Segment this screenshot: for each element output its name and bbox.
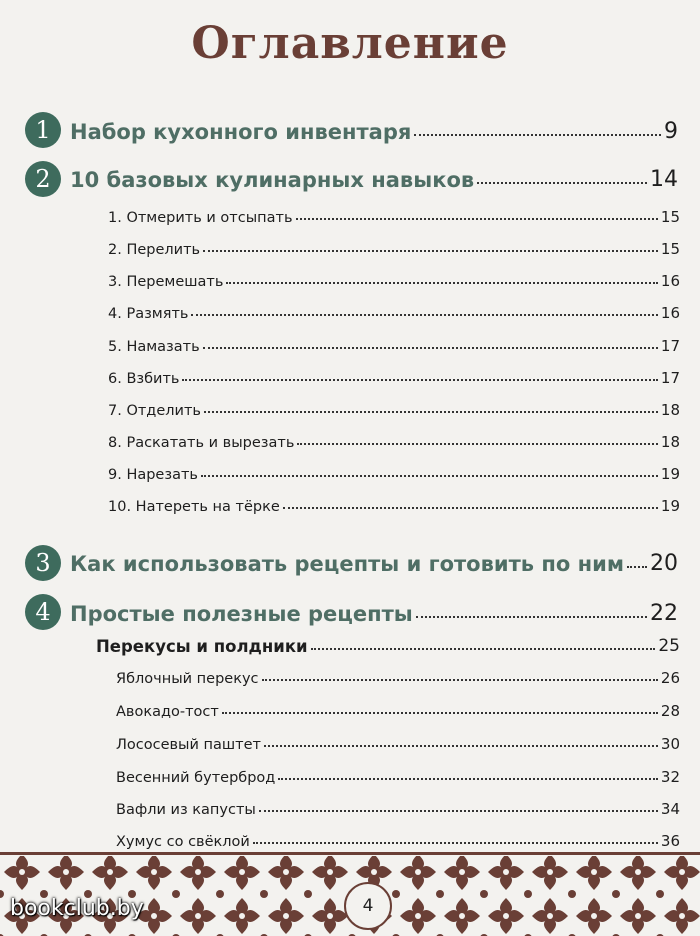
toc-item-label: 6. Взбить bbox=[108, 371, 180, 387]
toc-section-label: 10 базовых кулинарных навыков bbox=[70, 168, 475, 192]
toc-page-number: 32 bbox=[660, 768, 680, 786]
toc-recipe-item[interactable] bbox=[116, 826, 680, 850]
toc-page-number: 25 bbox=[658, 636, 680, 656]
toc-item-label: Хумус со свёклой bbox=[116, 834, 250, 850]
toc-recipe-item[interactable] bbox=[116, 794, 680, 818]
toc-item-label: 10. Натереть на тёрке bbox=[108, 499, 280, 515]
toc-section-4[interactable] bbox=[70, 586, 678, 626]
toc-skill-item[interactable] bbox=[108, 363, 680, 387]
toc-section-2[interactable] bbox=[70, 152, 678, 192]
leader-dots bbox=[283, 507, 658, 509]
toc-section-1[interactable] bbox=[70, 104, 678, 144]
toc-skill-item[interactable] bbox=[108, 266, 680, 290]
toc-skill-item[interactable] bbox=[108, 427, 680, 451]
toc-item-label: 2. Перелить bbox=[108, 242, 201, 258]
leader-dots bbox=[262, 679, 658, 681]
toc-item-label: Весенний бутерброд bbox=[116, 770, 276, 786]
toc-skill-item[interactable] bbox=[108, 298, 680, 322]
toc-item-label: 1. Отмерить и отсыпать bbox=[108, 210, 293, 226]
leader-dots bbox=[203, 250, 658, 252]
leader-dots bbox=[182, 379, 657, 381]
leader-dots bbox=[222, 712, 658, 714]
leader-dots bbox=[311, 648, 656, 650]
leader-dots bbox=[253, 842, 658, 844]
toc-item-label: 8. Раскатать и вырезать bbox=[108, 435, 295, 451]
toc-category-label: Перекусы и полдники bbox=[96, 637, 308, 656]
toc-item-label: 9. Нарезать bbox=[108, 467, 198, 483]
toc-page-number: 16 bbox=[660, 272, 680, 290]
toc-page-number: 17 bbox=[660, 337, 680, 355]
toc-item-label: Яблочный перекус bbox=[116, 671, 259, 687]
toc-page-number: 19 bbox=[660, 497, 680, 515]
toc-category[interactable] bbox=[96, 630, 680, 656]
leader-dots bbox=[297, 443, 658, 445]
watermark: bookclub.by bbox=[10, 896, 144, 921]
toc-section-label: Простые полезные рецепты bbox=[70, 602, 413, 626]
toc-page-number: 19 bbox=[660, 465, 680, 483]
toc-page-number: 36 bbox=[660, 832, 680, 850]
toc-skill-item[interactable] bbox=[108, 202, 680, 226]
leader-dots bbox=[414, 134, 661, 136]
toc-page-number: 28 bbox=[660, 702, 680, 720]
toc-page-number: 9 bbox=[664, 119, 678, 144]
toc-item-label: 4. Размять bbox=[108, 306, 189, 322]
leader-dots bbox=[264, 745, 658, 747]
toc-recipe-item[interactable] bbox=[116, 696, 680, 720]
page-title: Оглавление bbox=[191, 18, 509, 69]
toc-recipe-item[interactable] bbox=[116, 729, 680, 753]
leader-dots bbox=[203, 347, 658, 349]
toc-page-number: 16 bbox=[660, 304, 680, 322]
toc-page-number: 17 bbox=[660, 369, 680, 387]
leader-dots bbox=[627, 566, 647, 568]
leader-dots bbox=[278, 778, 658, 780]
section-1-number-badge: 1 bbox=[25, 112, 61, 148]
leader-dots bbox=[226, 282, 658, 284]
toc-item-label: Лососевый паштет bbox=[116, 737, 261, 753]
leader-dots bbox=[204, 411, 658, 413]
toc-item-label: 3. Перемешать bbox=[108, 274, 224, 290]
toc-page-number: 34 bbox=[660, 800, 680, 818]
leader-dots bbox=[259, 810, 658, 812]
toc-item-label: Вафли из капусты bbox=[116, 802, 256, 818]
toc-page-number: 15 bbox=[660, 208, 680, 226]
toc-page-number: 30 bbox=[660, 735, 680, 753]
toc-recipe-item[interactable] bbox=[116, 762, 680, 786]
toc-page-number: 26 bbox=[660, 669, 680, 687]
toc-skill-item[interactable] bbox=[108, 234, 680, 258]
toc-recipe-item[interactable] bbox=[116, 663, 680, 687]
leader-dots bbox=[477, 182, 647, 184]
toc-page-number: 15 bbox=[660, 240, 680, 258]
toc-skill-item[interactable] bbox=[108, 395, 680, 419]
leader-dots bbox=[416, 616, 647, 618]
toc-page-number: 18 bbox=[660, 433, 680, 451]
section-3-number-badge: 3 bbox=[25, 545, 61, 581]
section-2-number-badge: 2 bbox=[25, 161, 61, 197]
toc-page-number: 22 bbox=[650, 601, 678, 626]
toc-section-label: Набор кухонного инвентаря bbox=[70, 120, 412, 144]
toc-page-number: 20 bbox=[650, 551, 678, 576]
toc-page-number: 14 bbox=[650, 167, 678, 192]
toc-item-label: Авокадо-тост bbox=[116, 704, 219, 720]
toc-section-label: Как использовать рецепты и готовить по ним bbox=[70, 552, 624, 576]
toc-skill-item[interactable] bbox=[108, 331, 680, 355]
toc-item-label: 5. Намазать bbox=[108, 339, 200, 355]
section-4-number-badge: 4 bbox=[25, 594, 61, 630]
toc-section-3[interactable] bbox=[70, 536, 678, 576]
toc-page-number: 18 bbox=[660, 401, 680, 419]
leader-dots bbox=[296, 218, 658, 220]
toc-skill-item[interactable] bbox=[108, 491, 680, 515]
leader-dots bbox=[201, 475, 658, 477]
toc-skill-item[interactable] bbox=[108, 459, 680, 483]
page-number-badge: 4 bbox=[344, 882, 392, 930]
leader-dots bbox=[191, 314, 657, 316]
toc-item-label: 7. Отделить bbox=[108, 403, 201, 419]
